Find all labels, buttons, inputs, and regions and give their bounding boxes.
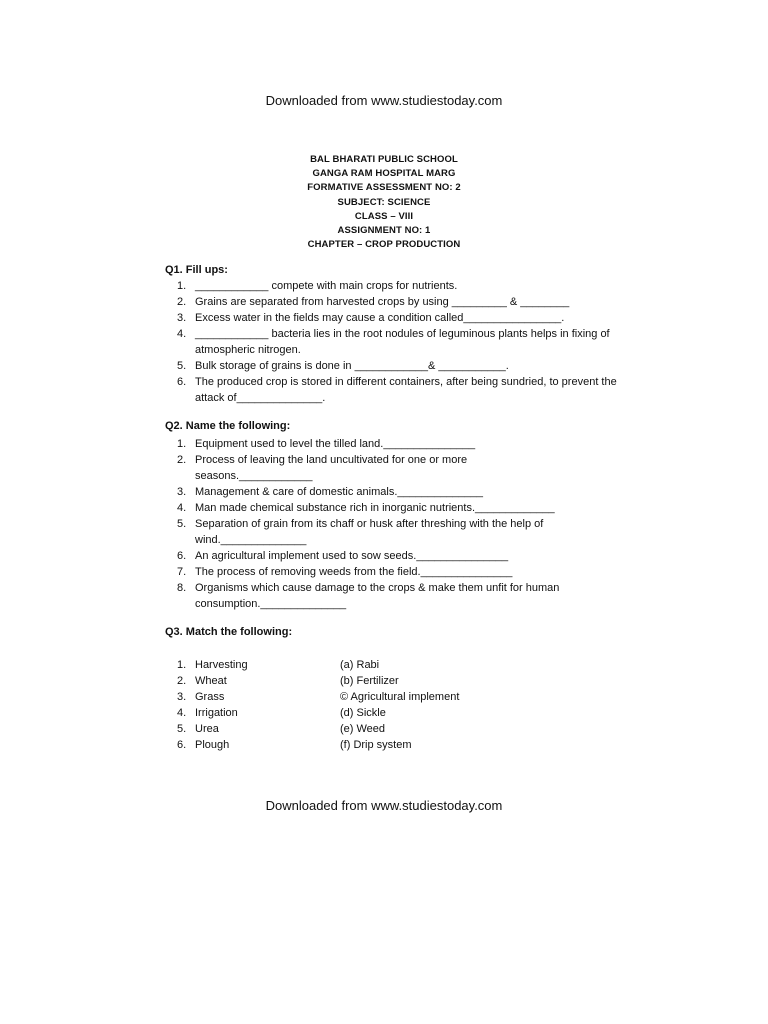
table-row — [177, 657, 459, 673]
list-item — [177, 278, 617, 294]
list-item — [177, 326, 617, 358]
q2-title: Q2. Name the following: — [165, 420, 291, 432]
row-number: 1. — [177, 659, 187, 671]
item-number: 4. — [177, 502, 187, 514]
item-text: ____________ bacteria lies in the root nodules of leguminous plants helps in fixing of atmospheric nitrogen. — [195, 328, 613, 356]
row-number: 3. — [177, 691, 187, 703]
item-text: Man made chemical substance rich in inorganic nutrients._____________ — [195, 502, 555, 514]
list-item — [177, 500, 617, 516]
list-item — [177, 294, 617, 310]
item-number: 5. — [177, 360, 187, 372]
item-number: 2. — [177, 454, 187, 466]
list-item — [177, 548, 617, 564]
left-term: Harvesting — [195, 659, 248, 671]
table-row — [177, 721, 459, 737]
list-item — [177, 564, 617, 580]
table-row — [177, 689, 459, 705]
list-item — [177, 452, 617, 484]
item-text: Separation of grain from its chaff or husk after threshing with the help of wind.______________ — [195, 518, 547, 546]
list-item — [177, 358, 617, 374]
item-number: 3. — [177, 486, 187, 498]
item-text: Management & care of domestic animals.______________ — [195, 486, 484, 498]
school-header — [0, 153, 768, 252]
list-item — [177, 484, 617, 500]
item-text: Bulk storage of grains is done in ____________& ___________. — [195, 360, 509, 372]
item-number: 4. — [177, 328, 187, 340]
item-text: Process of leaving the land uncultivated for one or more seasons.____________ — [195, 454, 471, 482]
row-number: 2. — [177, 675, 187, 687]
q1-title: Q1. Fill ups: — [165, 264, 228, 276]
item-text: Organisms which cause damage to the crops & make them unfit for human consumption.______________ — [195, 582, 563, 610]
watermark-top: Downloaded from www.studiestoday.com — [265, 93, 503, 108]
left-term: Plough — [195, 739, 230, 751]
item-text: ____________ compete with main crops for nutrients. — [195, 280, 458, 292]
item-number: 6. — [177, 550, 187, 562]
item-text: Grains are separated from harvested crops by using _________ & ________ — [195, 296, 570, 308]
item-text: Excess water in the fields may cause a condition called________________. — [195, 312, 565, 324]
watermark-bottom: Downloaded from www.studiestoday.com — [265, 798, 503, 813]
school-address: GANGA RAM HOSPITAL MARG — [312, 168, 456, 180]
right-term: (f) Drip system — [340, 739, 412, 751]
right-term: (e) Weed — [340, 723, 386, 735]
item-number: 5. — [177, 518, 187, 530]
item-number: 2. — [177, 296, 187, 308]
table-row — [177, 705, 459, 721]
subject: SUBJECT: SCIENCE — [337, 196, 431, 208]
item-number: 1. — [177, 438, 187, 450]
q3-title: Q3. Match the following: — [165, 626, 293, 638]
list-item — [177, 374, 620, 406]
row-number: 4. — [177, 707, 187, 719]
class: CLASS – VIII — [354, 210, 414, 222]
left-term: Irrigation — [195, 707, 238, 719]
right-term: (d) Sickle — [340, 707, 386, 719]
item-number: 7. — [177, 566, 187, 578]
right-term: (a) Rabi — [340, 659, 380, 671]
item-number: 3. — [177, 312, 187, 324]
assignment-number: ASSIGNMENT NO: 1 — [337, 225, 431, 237]
chapter: CHAPTER – CROP PRODUCTION — [307, 239, 461, 251]
assessment-number: FORMATIVE ASSESSMENT NO: 2 — [307, 182, 461, 194]
item-number: 6. — [177, 376, 187, 388]
table-row — [177, 737, 459, 753]
item-text: Equipment used to level the tilled land._______________ — [195, 438, 476, 450]
item-text: The process of removing weeds from the field._______________ — [195, 566, 513, 578]
q2-list — [177, 436, 617, 612]
item-text: The produced crop is stored in different containers, after being sundried, to prevent the attack of______________. — [195, 376, 620, 404]
item-number: 1. — [177, 280, 187, 292]
right-term: (b) Fertilizer — [340, 675, 399, 687]
list-item — [177, 516, 617, 548]
table-row — [177, 673, 459, 689]
row-number: 5. — [177, 723, 187, 735]
list-item — [177, 436, 617, 452]
match-table — [177, 657, 459, 753]
item-number: 8. — [177, 582, 187, 594]
school-name: BAL BHARATI PUBLIC SCHOOL — [310, 154, 458, 165]
right-term: © Agricultural implement — [340, 691, 460, 703]
q1-list — [177, 278, 620, 406]
row-number: 6. — [177, 739, 187, 751]
left-term: Wheat — [195, 675, 227, 687]
list-item — [177, 580, 617, 612]
left-term: Urea — [195, 723, 219, 735]
item-text: An agricultural implement used to sow seeds._______________ — [195, 550, 509, 562]
list-item — [177, 310, 617, 326]
left-term: Grass — [195, 691, 225, 703]
